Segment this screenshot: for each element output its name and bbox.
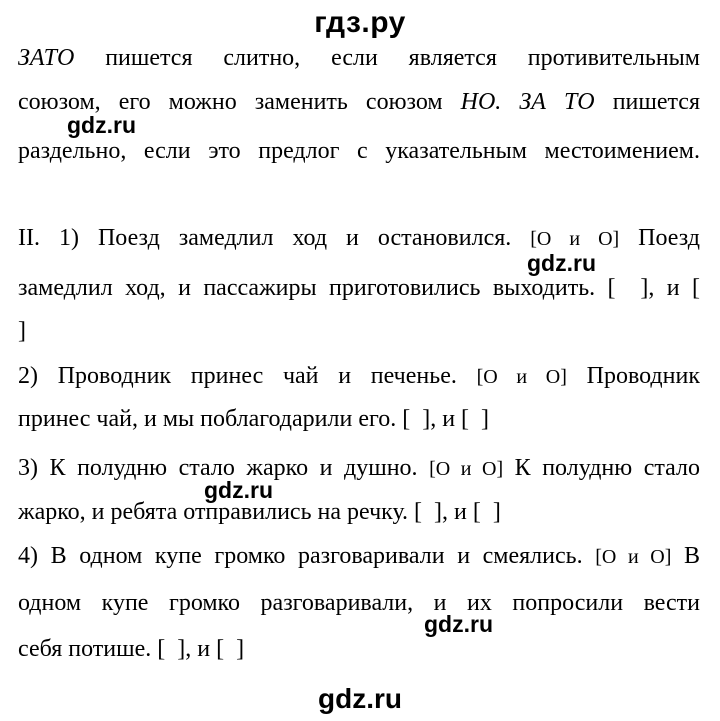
site-title: гдз.ру: [314, 6, 406, 39]
item1-line-3-text: ]: [18, 318, 26, 344]
intro-line-1-text: пишется слитно, если является противительным: [105, 45, 700, 71]
intro-line-2-pre: союзом, его можно заменить союзом: [18, 89, 443, 115]
item3-line-2: [18, 496, 700, 530]
footer-logo: gdz.ru: [318, 683, 402, 714]
item1-sentence: II. 1) Поезд замедлил ход и остановился.: [18, 225, 512, 251]
item3-scheme: [О и О]: [429, 458, 504, 480]
item2-sentence: 2) Проводник принес чай и печенье.: [18, 363, 457, 389]
item4-line-1-tail: В: [684, 543, 700, 569]
item2-line-1: [18, 360, 700, 394]
item4-line-1: [18, 540, 700, 574]
item1-line-3: [18, 315, 700, 349]
item4-scheme: [О и О]: [595, 546, 672, 568]
item3-line-1: [18, 452, 700, 486]
watermark-gdz-2: gdz.ru: [527, 250, 596, 276]
item1-line-2-text: замедлил ход, и пассажиры приготовились выходить. [ ], и [: [18, 275, 700, 301]
item3-line-1-tail: К полудню стало: [514, 455, 700, 481]
intro-line-1: [18, 42, 700, 76]
item4-line-2-text: одном купе громко разговаривали, и их попросили вести: [18, 590, 700, 616]
item2-line-1-tail: Проводник: [586, 363, 700, 389]
item1-line-1-tail: Поезд: [638, 225, 700, 251]
item1-line-2: [18, 272, 700, 306]
item2-scheme: [О и О]: [476, 366, 567, 388]
term-zato: ЗАТО: [18, 45, 75, 71]
watermark-gdz-1: gdz.ru: [67, 112, 136, 138]
item4-line-3: [18, 633, 700, 667]
intro-line-3-text: раздельно, если это предлог с указательным местоимением.: [18, 138, 700, 164]
watermark-gdz-3: gdz.ru: [204, 477, 273, 503]
item3-sentence: 3) К полудню стало жарко и душно.: [18, 455, 418, 481]
item1-scheme: [О и О]: [530, 228, 620, 250]
item1-line-1: [18, 222, 700, 256]
intro-line-3: [18, 135, 700, 169]
intro-line-2-post: пишется: [612, 89, 700, 115]
watermark-gdz-4: gdz.ru: [424, 611, 493, 637]
item2-line-2: [18, 403, 700, 437]
item4-line-2: [18, 587, 700, 621]
item2-line-2-text: принес чай, и мы поблагодарили его. [ ], и [ ]: [18, 406, 490, 432]
item4-sentence: 4) В одном купе громко разговаривали и смеялись.: [18, 543, 583, 569]
item3-line-2-text: жарко, и ребята отправились на речку. [ ], и [ ]: [18, 499, 501, 525]
item4-line-3-text: себя потише. [ ], и [ ]: [18, 636, 245, 662]
term-no-za-to: НО. ЗА ТО: [460, 89, 595, 115]
